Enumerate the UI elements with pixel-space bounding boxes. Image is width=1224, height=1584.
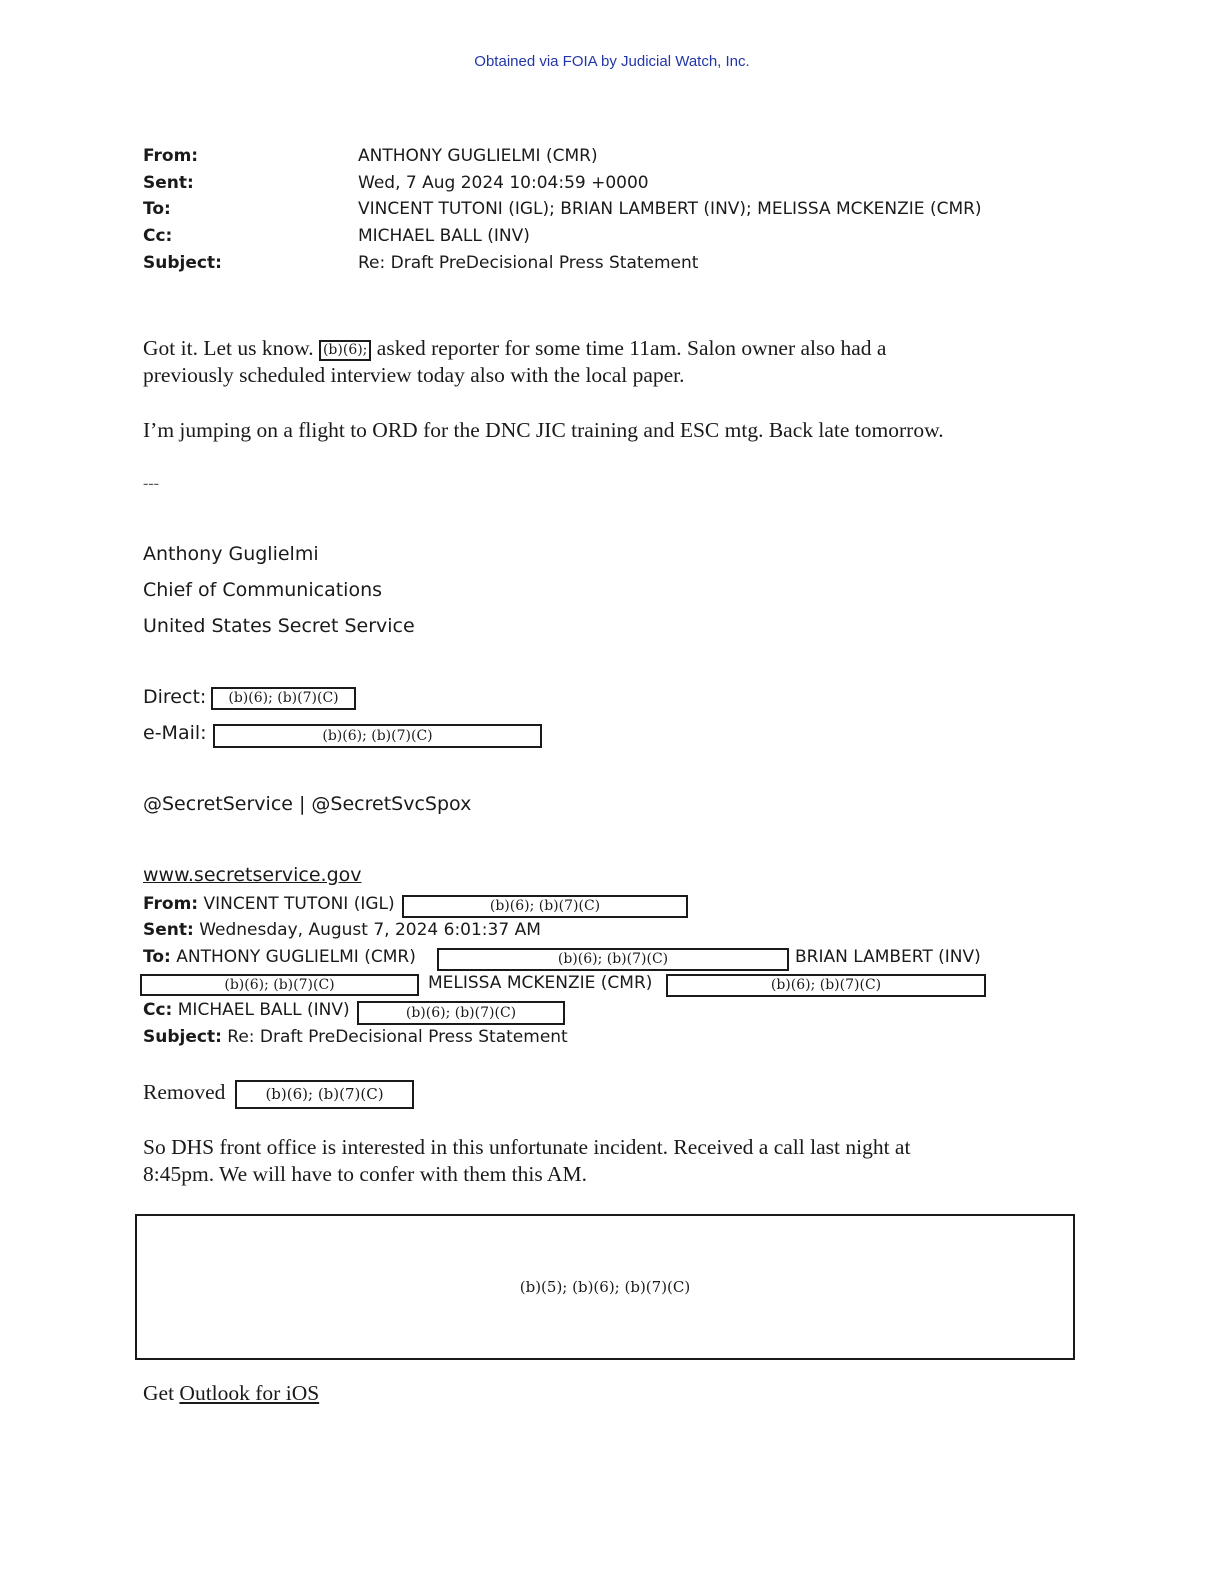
separator: --- — [143, 475, 159, 492]
cc-label: Cc: — [143, 226, 173, 246]
message-line-1 — [143, 335, 886, 362]
fw-cc-value: MICHAEL BALL (INV) — [177, 1000, 350, 1020]
fw-from-value: VINCENT TUTONI (IGL) — [203, 894, 395, 914]
fw-body-line-2: 8:45pm. We will have to confer with them this AM. — [143, 1162, 587, 1186]
redaction-box: (b)(6); (b)(7)(C) — [211, 687, 356, 710]
message-text: asked reporter for some time 11am. Salon owner also had a — [376, 336, 887, 360]
fw-sent-line — [143, 920, 541, 940]
fw-to-value-2: BRIAN LAMBERT (INV) — [795, 947, 981, 967]
redaction-box: (b)(6); (b)(7)(C) — [140, 974, 419, 996]
message-text: Got it. Let us know. — [143, 336, 314, 360]
message-line-3: I’m jumping on a flight to ORD for the DNC JIC training and ESC mtg. Back late tomorrow. — [143, 418, 944, 442]
signature-name: Anthony Guglielmi — [143, 543, 319, 565]
website-link[interactable]: www.secretservice.gov — [143, 864, 362, 886]
fw-to-value: ANTHONY GUGLIELMI (CMR) — [176, 947, 416, 967]
email-label: e-Mail: — [143, 722, 207, 744]
redaction-box: (b)(6); (b)(7)(C) — [235, 1080, 414, 1109]
fw-cc-label: Cc: — [143, 1000, 173, 1020]
fw-subject-line — [143, 1027, 568, 1047]
direct-label: Direct: — [143, 686, 207, 708]
subject-label: Subject: — [143, 253, 222, 273]
to-label: To: — [143, 199, 171, 219]
subject-value: Re: Draft PreDecisional Press Statement — [358, 253, 699, 273]
fw-from-line — [143, 894, 395, 914]
fw-body-line-1: So DHS front office is interested in this unfortunate incident. Received a call last night at — [143, 1135, 911, 1159]
signature-title: Chief of Communications — [143, 579, 383, 601]
fw-to-value-3: MELISSA MCKENZIE (CMR) — [428, 973, 653, 993]
footer-prefix: Get — [143, 1381, 180, 1405]
social-handles: @SecretService | @SecretSvcSpox — [143, 793, 472, 815]
from-label: From: — [143, 146, 199, 166]
sent-label: Sent: — [143, 173, 194, 193]
redaction-box: (b)(6); (b)(7)(C) — [402, 895, 688, 918]
fw-subject-label: Subject: — [143, 1027, 222, 1047]
large-redaction-box: (b)(5); (b)(6); (b)(7)(C) — [135, 1214, 1075, 1360]
foia-banner: Obtained via FOIA by Judicial Watch, Inc. — [474, 53, 750, 70]
redaction-box: (b)(6); — [319, 340, 371, 361]
fw-sent-value: Wednesday, August 7, 2024 6:01:37 AM — [199, 920, 541, 940]
redaction-box: (b)(6); (b)(7)(C) — [666, 974, 986, 997]
to-value: VINCENT TUTONI (IGL); BRIAN LAMBERT (INV); MELISSA MCKENZIE (CMR) — [358, 199, 982, 219]
redaction-box: (b)(6); (b)(7)(C) — [437, 948, 789, 971]
removed-label: Removed — [143, 1080, 226, 1104]
message-line-2: previously scheduled interview today also with the local paper. — [143, 363, 685, 387]
redaction-box: (b)(6); (b)(7)(C) — [213, 724, 542, 748]
sent-value: Wed, 7 Aug 2024 10:04:59 +0000 — [358, 173, 649, 193]
fw-to-line — [143, 947, 416, 967]
signature-org: United States Secret Service — [143, 615, 415, 637]
redaction-box: (b)(6); (b)(7)(C) — [357, 1001, 565, 1025]
outlook-footer — [143, 1380, 319, 1407]
fw-sent-label: Sent: — [143, 920, 194, 940]
from-value: ANTHONY GUGLIELMI (CMR) — [358, 146, 598, 166]
fw-from-label: From: — [143, 894, 199, 914]
outlook-link[interactable]: Outlook for iOS — [179, 1381, 320, 1405]
cc-value: MICHAEL BALL (INV) — [358, 226, 530, 246]
fw-cc-line — [143, 1000, 350, 1020]
fw-to-label: To: — [143, 947, 171, 967]
fw-subject-value: Re: Draft PreDecisional Press Statement — [227, 1027, 568, 1047]
